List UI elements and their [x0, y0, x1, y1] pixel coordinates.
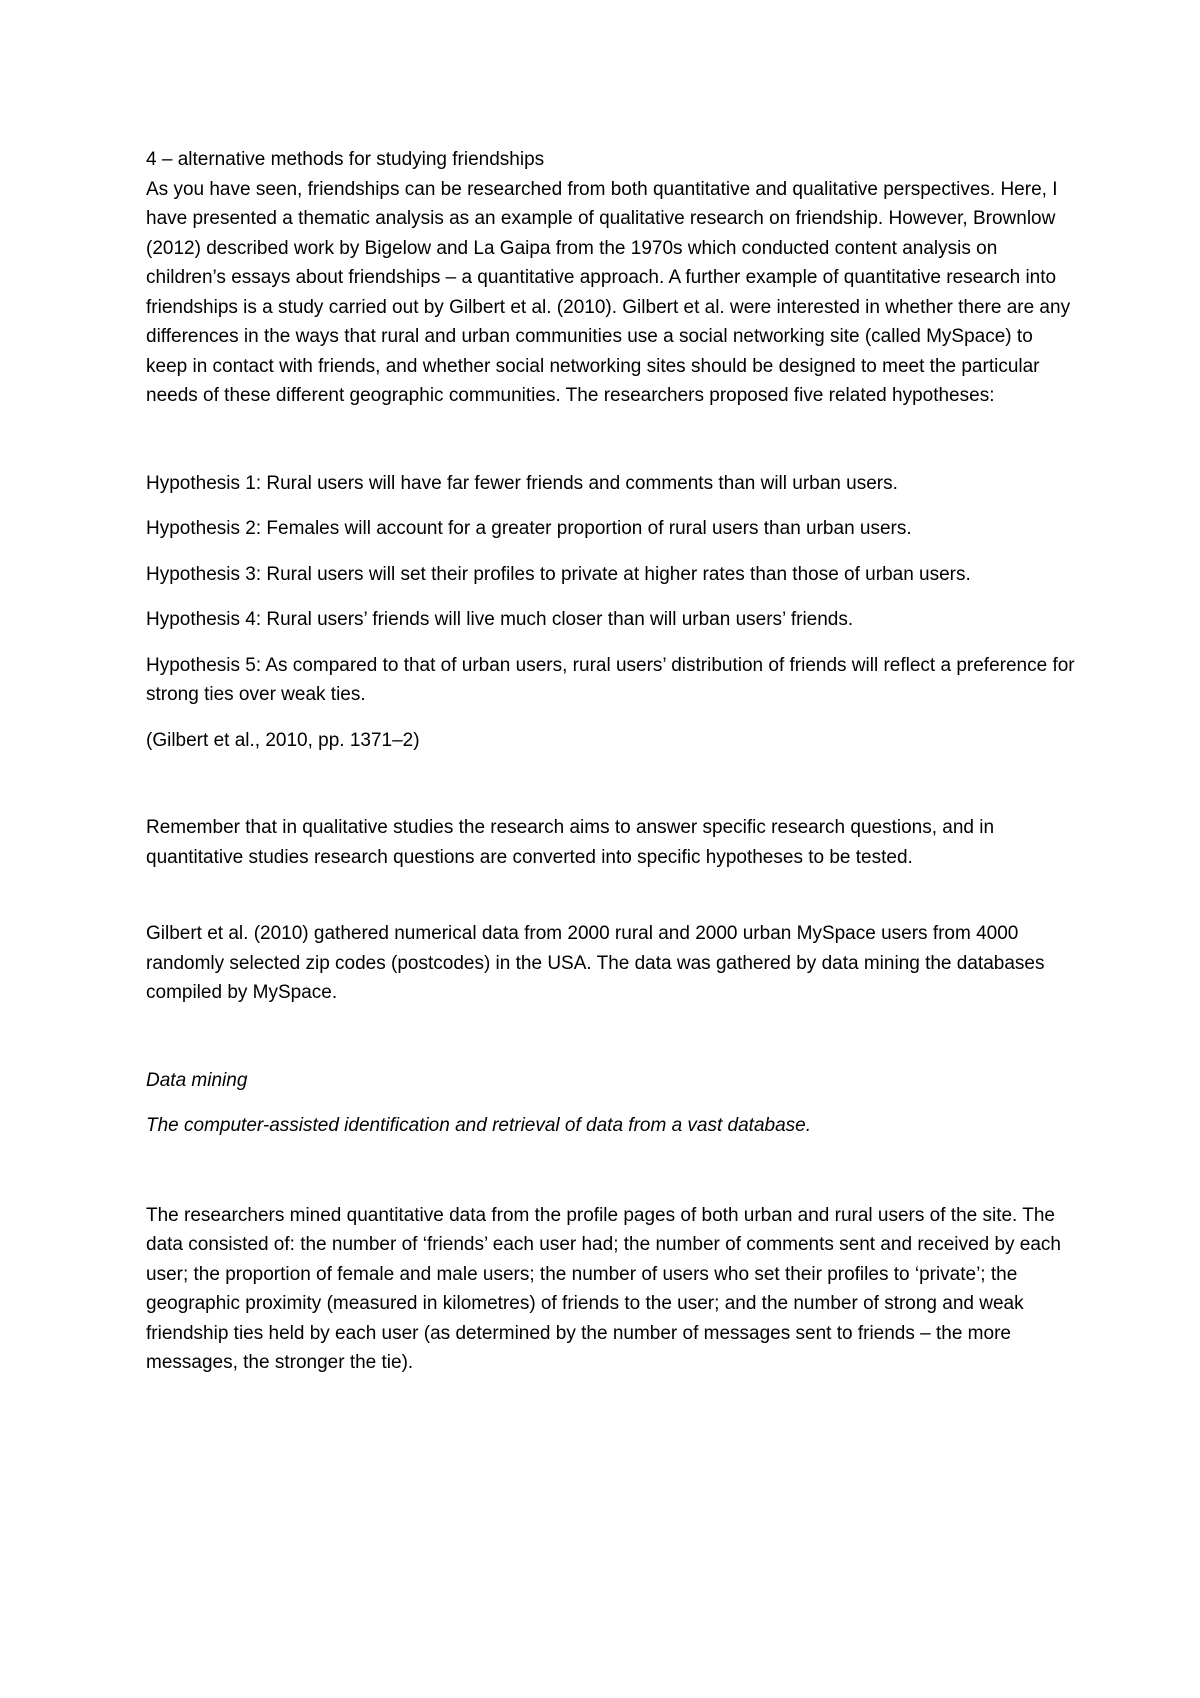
hypothesis-5: Hypothesis 5: As compared to that of urban users, rural users’ distribution of friends will reflect a preference for strong ties over weak ties.: [146, 654, 1075, 705]
intro-paragraph: As you have seen, friendships can be researched from both quantitative and qualitative perspectives. Here, I have presented a thematic analysis as an example of qualitative research on friendship. However, Brownlow (2012) described work by Bigelow and La Gaipa from the 1970s which conducted content analysis on children’s essays about friendships – a quantitative approach. A further example of quantitative research into friendships is a study carried out by Gilbert et al. (2010). Gilbert et al. were interested in whether there are any differences in the ways that rural and urban communities use a social networking site (called MySpace) to keep in contact with friends, and whether social networking sites should be designed to meet the particular needs of these different geographic communities. The researchers proposed five related hypotheses:: [146, 178, 1071, 406]
remember-paragraph: Remember that in qualitative studies the research aims to answer specific research questions, and in quantitative studies research questions are converted into specific hypotheses to be tested.: [146, 817, 995, 868]
hypotheses-list: [146, 469, 1076, 710]
gathered-paragraph: Gilbert et al. (2010) gathered numerical data from 2000 rural and 2000 urban MySpace users from 4000 randomly selected zip codes (postcodes) in the USA. The data was gathered by data mining the databases compiled by MySpace.: [146, 923, 1045, 1003]
hypothesis-1: Hypothesis 1: Rural users will have far fewer friends and comments than will urban users.: [146, 472, 898, 494]
definition-box: [146, 1066, 1076, 1141]
document-page: [146, 145, 1076, 1378]
hypothesis-3: Hypothesis 3: Rural users will set their profiles to private at higher rates than those of urban users.: [146, 563, 971, 585]
definition-text: The computer-assisted identification and retrieval of data from a vast database.: [146, 1115, 812, 1136]
hypothesis-4: Hypothesis 4: Rural users’ friends will live much closer than will urban users’ friends.: [146, 609, 854, 630]
section-heading: 4 – alternative methods for studying friendships: [146, 149, 545, 170]
mined-paragraph: The researchers mined quantitative data from the profile pages of both urban and rural users of the site. The data consisted of: the number of ‘friends’ each user had; the number of comments sent and received by each user; the proportion of female and male users; the number of users who set their profiles to ‘private’; the geographic proximity (measured in kilometres) of friends to the user; and the number of strong and weak friendship ties held by each user (as determined by the number of messages sent to friends – the more messages, the stronger the tie).: [146, 1204, 1061, 1373]
hypotheses-citation: (Gilbert et al., 2010, pp. 1371–2): [146, 729, 420, 751]
definition-term: Data mining: [146, 1069, 248, 1091]
hypothesis-2: Hypothesis 2: Females will account for a greater proportion of rural users than urban users.: [146, 518, 912, 539]
